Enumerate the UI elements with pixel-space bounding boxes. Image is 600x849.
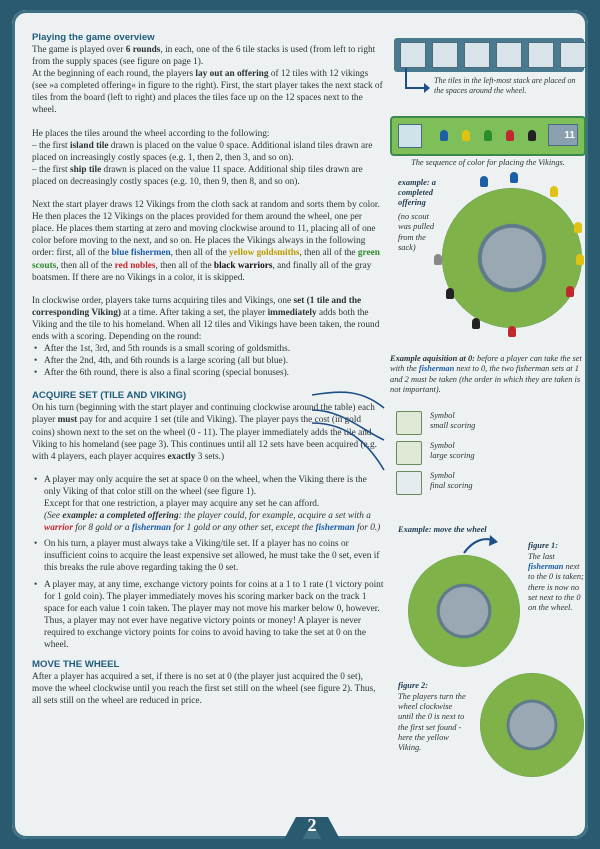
viking-pawn [446,288,454,299]
yellow-viking-icon [462,130,470,141]
final-scoring-icon [396,471,422,495]
main-text-column [32,32,384,718]
overview-paragraph-1: The game is played over 6 rounds, in each, one of the 6 tile stacks is used (from left to right from the supply spaces (see figure on page 1). At the beginning of each round, the players lay out an offering of 12 tiles with 12 vikings (see »a completed offering« in figure to the right). First, the start player takes the next stack of tiles from the board (left to right) and places the tiles face up on the 12 spaces next to the wheel. [32,45,383,116]
viking-pawn [480,176,488,187]
viking-pawn [434,254,442,265]
green-viking-icon [484,130,492,141]
figure-1-wheel [408,555,520,667]
offering-note: (no scout was pulled from the sack) [398,212,435,252]
black-viking-icon [528,130,536,141]
page-number: 2 [307,815,317,835]
viking-pawn [576,254,584,265]
offering-title: example: a completed offering [398,178,436,208]
stack-6 [560,42,586,68]
stack-5 [528,42,554,68]
viking-pawn [508,326,516,337]
viking-pawn [472,318,480,329]
sequence-bar [390,116,586,156]
overview-paragraph-2: He places the tiles around the wheel according to the following: – the first island tile drawn is placed on the value 0 space. Additional island tiles drawn are placed on increasingly costly spaces (e.g. 1, then 2, then 3, and so on). – the first ship tile drawn is placed on the value 11 space. Additional ship tiles drawn are placed on decreasingly costly spaces (e.g. 10, then 9, then 8, and so on). [32,128,373,187]
acquire-bullet-3: • A player may, at any time, exchange victory points for coins at a 1 to 1 rate (1 victory point for 1 gold coin). The player immediately moves his scoring marker back on the track 1 space for each value 1 coin taken. The player may not move his marker below 0, however. Thus, a player may not ever have negative victory points or money! A player is never required to exchange victory points for coins to avoid having to take the set at 0 on the wheel. [32,579,384,652]
offering-wheel [442,188,582,328]
acquire-bullet-1: • A player may only acquire the set at space 0 on the wheel, when the Viking there is the only Viking of that color still on the wheel (see figure 1). Except for that one restriction, a player may acquire any set he can afford. (See example: a completed offering: the player could, for example, acquire a set with a warrior for 8 gold or a fisherman for 1 gold or any other set, except the fisherman for 0.) [32,474,384,534]
acquire-paragraph: On his turn (beginning with the start player and continuing clockwise around the table) each player must pay for and acquire 1 set (tile and Viking). The player pays the cost (in gold coins) shown next to the set on the wheel (0 - 11). The player immediately adds the tile and Viking to his homeland (see page 3). This continues until all 12 sets have been acquired (e.g. with 4 players, each player acquires exactly 3 sets.) [32,403,377,462]
red-viking-icon [506,130,514,141]
tile-stacks-figure [390,24,586,96]
stacks-caption: The tiles in the left-most stack are placed on the spaces around the wheel. [434,76,576,95]
scoring-bullet-large: • After the 2nd, 4th, and 6th rounds is a large scoring (all but blue). [32,355,384,367]
overview-heading: Playing the game overview [32,32,155,43]
acquisition-example: Example aquisition at 0: before a player can take the set with the fisherman next to 0, the two fisherman sets at 1 and 2 must be taken (the order in which they are taken is not important). [390,354,582,394]
overview-paragraph-3: Next the start player draws 12 Vikings from the cloth sack at random and sorts them by color. He then places the 12 Vikings on the places provided for them around the wheel, one per place. He places them starting at zero and moving clockwise around to 11, placing all of one color before moving to the next, and so on. He places the Vikings always in the following order: first, all of the blue fishermen, then all of the yellow goldsmiths, then all of the green scouts, then all of the red nobles, then all of the black warriors, and finally all of the gray boatsmen. If there are no Vikings in a color, it is skipped. [32,200,380,283]
sequence-caption: The sequence of color for placing the Vikings. [411,158,565,167]
blue-viking-icon [440,130,448,141]
scoring-bullet-small: • After the 1st, 3rd, and 5th rounds is a small scoring of goldsmiths. [32,343,384,355]
small-scoring-icon [396,411,422,435]
large-scoring-icon [396,441,422,465]
scoring-bullet-final: • After the 6th round, there is also a final scoring (special bonuses). [32,367,384,379]
viking-pawn [550,186,558,197]
viking-pawn [566,286,574,297]
symbols-list [390,403,586,503]
figure-1-title: figure 1: [528,541,559,551]
offering-figure [390,168,586,338]
stack-4 [496,42,522,68]
overview-paragraph-4: In clockwise order, players take turns acquiring tiles and Vikings, one set (1 tile and the corresponding Viking) at a time. After taking a set, the player immediately adds both the Viking and the tile to his homeland. When all 12 tiles and Vikings have been taken, the round ends with a scoring. Depending on the round: [32,295,380,342]
ship-tile-icon: 11 [548,124,578,146]
acquire-bullet-2: • On his turn, a player must always take a Viking/tile set. If a player has no coins or insufficient coins to acquire the least expensive set allowed, he must take the 0 set, even if this breaks the rule above regarding taking the 0 set. [32,538,384,574]
rulebook-page [12,10,588,839]
figure-1-arrow [460,533,500,557]
island-tile-icon [398,124,422,148]
stack-1 [400,42,426,68]
viking-pawn [574,222,582,233]
illustration-column [390,24,586,795]
stack-2 [432,42,458,68]
page-number-badge [282,803,342,839]
large-scoring-label: Symbol large scoring [430,441,475,461]
small-scoring-label: Symbol small scoring [430,411,476,431]
final-scoring-label: Symbol final scoring [430,471,473,491]
figure-2-text: The players turn the wheel clockwise until the 0 is next to the first set found - here the yellow Viking. [398,692,466,753]
move-paragraph: After a player has acquired a set, if there is no set at 0 (the player just acquired the 0 set), move the wheel clockwise until you reach the first set still on the wheel (see figure 2). Thus, all sets still on the wheel are reduced in price. [32,672,376,707]
stack-3 [464,42,490,68]
figure-1-text: The last fisherman next to the 0 is taken; there is now no set next to the 0 on the wheel. [528,552,584,613]
acquire-heading: ACQUIRE SET (TILE AND VIKING) [32,390,187,402]
move-wheel-figure [390,525,586,795]
stack-arrow [398,66,438,96]
viking-pawn [510,172,518,183]
move-example-title: Example: move the wheel [398,525,487,535]
figure-2-title: figure 2: [398,681,429,691]
figure-2-wheel [480,673,584,777]
move-heading: MOVE THE WHEEL [32,659,120,671]
